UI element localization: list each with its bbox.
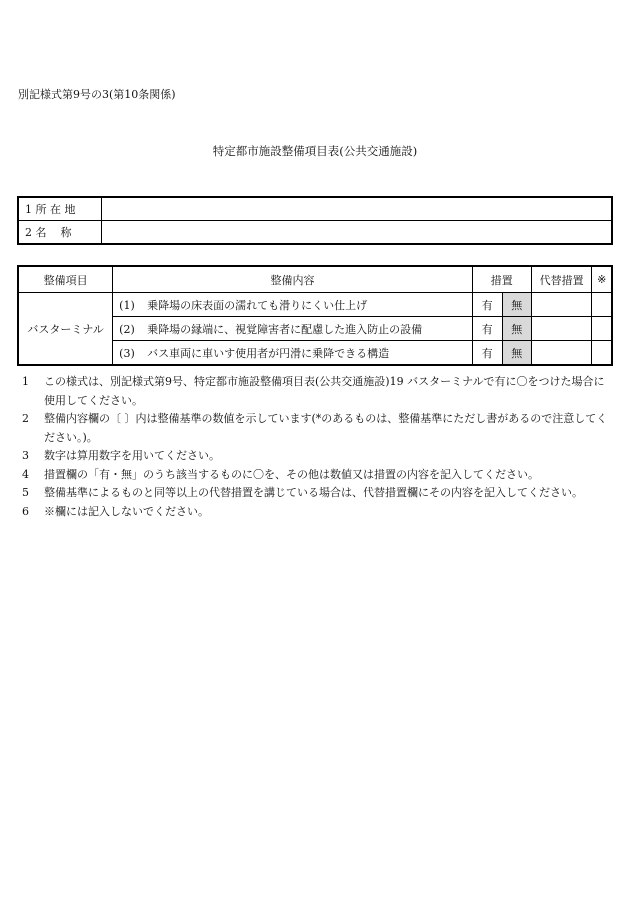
note-text: 整備基準によるものと同等以上の代替措置を講じている場合は、代替措置欄にその内容を記入してください。 bbox=[44, 486, 583, 499]
item-content bbox=[113, 293, 473, 317]
note-item bbox=[22, 373, 614, 410]
note-item bbox=[22, 447, 614, 466]
info-table bbox=[17, 196, 613, 245]
note-number: 3 bbox=[22, 449, 29, 462]
measure-no-option[interactable]: 無 bbox=[502, 317, 531, 341]
table-row bbox=[18, 293, 612, 317]
alternative-measure-field[interactable] bbox=[531, 317, 592, 341]
item-number: (1) bbox=[119, 298, 135, 312]
form-id: 別記様式第9号の3(第10条関係) bbox=[18, 88, 176, 101]
document-title: 特定都市施設整備項目表(公共交通施設) bbox=[212, 144, 418, 158]
note-number: 5 bbox=[22, 486, 29, 499]
measure-no-option[interactable]: 無 bbox=[502, 293, 531, 317]
table-header-row bbox=[18, 266, 612, 293]
name-row bbox=[18, 221, 612, 245]
address-label: 1 所 在 地 bbox=[18, 197, 102, 221]
note-number: 2 bbox=[22, 412, 29, 425]
address-row bbox=[18, 197, 612, 221]
note-item bbox=[22, 410, 614, 447]
note-text: ※欄には記入しないでください。 bbox=[44, 504, 209, 518]
header-alternative: 代替措置 bbox=[531, 266, 592, 293]
item-number: (2) bbox=[119, 322, 135, 336]
header-mark: ※ bbox=[592, 266, 612, 293]
measure-yes-option[interactable]: 有 bbox=[472, 293, 502, 317]
item-number: (3) bbox=[119, 346, 135, 360]
note-item bbox=[22, 503, 614, 522]
item-text: 乗降場の縁端に、視覚障害者に配慮した進入防止の設備 bbox=[147, 322, 423, 336]
header-category: 整備項目 bbox=[18, 266, 113, 293]
maintenance-items-table bbox=[17, 265, 613, 366]
note-number: 4 bbox=[22, 467, 29, 481]
mark-field bbox=[592, 317, 612, 341]
item-text: 乗降場の床表面の濡れても滑りにくい仕上げ bbox=[147, 298, 368, 312]
measure-no-option[interactable]: 無 bbox=[502, 341, 531, 366]
note-number: 1 bbox=[22, 375, 29, 388]
note-text: 整備内容欄の〔 〕内は整備基準の数値を示しています(*のあるものは、整備基準にただし書があるので注意してください。)。 bbox=[44, 412, 608, 444]
category-bus-terminal: バスターミナル bbox=[18, 293, 113, 366]
header-measure: 措置 bbox=[472, 266, 531, 293]
item-content bbox=[113, 341, 473, 366]
measure-yes-option[interactable]: 有 bbox=[472, 341, 502, 366]
mark-field bbox=[592, 341, 612, 366]
note-text: 措置欄の「有・無」のうち該当するものに〇を、その他は数値又は措置の内容を記入してください。 bbox=[44, 467, 539, 481]
note-text: この様式は、別記様式第9号、特定都市施設整備項目表(公共交通施設)19 バスターミナルで有に〇をつけた場合に使用してください。 bbox=[44, 375, 605, 407]
note-item bbox=[22, 466, 614, 485]
header-content: 整備内容 bbox=[113, 266, 473, 293]
note-text: 数字は算用数字を用いてください。 bbox=[44, 449, 220, 462]
alternative-measure-field[interactable] bbox=[531, 341, 592, 366]
item-content bbox=[113, 317, 473, 341]
notes-list bbox=[22, 373, 614, 521]
mark-field bbox=[592, 293, 612, 317]
measure-yes-option[interactable]: 有 bbox=[472, 317, 502, 341]
item-text: バス車両に車いす使用者が円滑に乗降できる構造 bbox=[147, 346, 390, 360]
note-number: 6 bbox=[22, 504, 29, 518]
note-item bbox=[22, 484, 614, 503]
alternative-measure-field[interactable] bbox=[531, 293, 592, 317]
name-label: 2 名 称 bbox=[18, 221, 102, 245]
name-field[interactable] bbox=[102, 221, 613, 245]
address-field[interactable] bbox=[102, 197, 613, 221]
